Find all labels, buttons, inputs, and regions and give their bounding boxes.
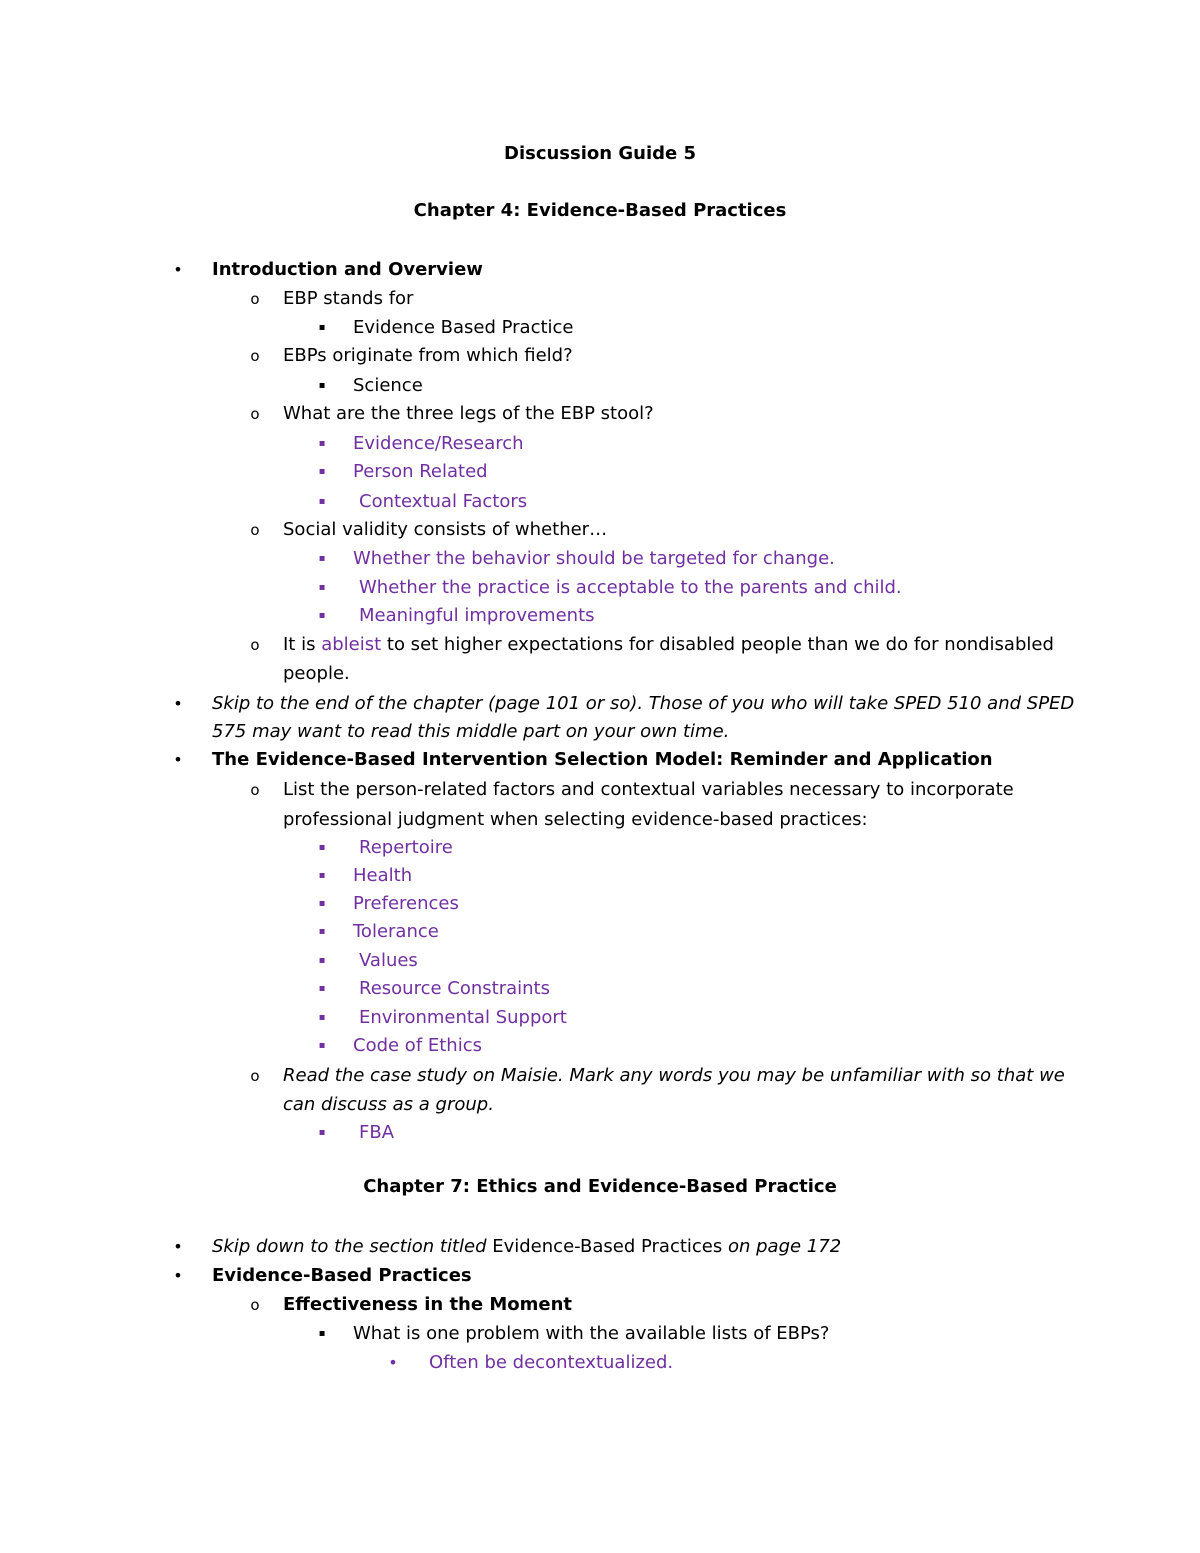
question-continuation: professional judgment when selecting evidence-based practices:	[283, 809, 868, 830]
list-item	[0, 862, 1200, 890]
list-item	[0, 834, 1200, 862]
square-marker: ▪	[318, 955, 326, 966]
list-item	[0, 372, 1200, 400]
circle-marker: o	[250, 636, 260, 654]
question-text: What are the three legs of the EBP stool?	[283, 403, 654, 424]
circle-marker: o	[250, 290, 260, 308]
list-item	[0, 947, 1200, 975]
sentence-continuation: people.	[283, 663, 350, 684]
list-item	[0, 574, 1200, 602]
bullet-marker: •	[388, 1353, 398, 1372]
answer-text: Meaningful improvements	[359, 605, 595, 626]
list-item	[0, 602, 1200, 630]
square-marker: ▪	[318, 466, 326, 477]
list-item-continuation	[0, 1091, 1200, 1119]
square-marker: ▪	[318, 1040, 326, 1051]
skip-note-continuation: 575 may want to read this middle part on your own time.	[212, 721, 730, 742]
list-item	[0, 1233, 1200, 1261]
list-item	[0, 400, 1200, 428]
factor-text: Tolerance	[353, 921, 439, 942]
sentence-end: to set higher expectations for disabled people than we do for nondisabled	[381, 634, 1054, 655]
list-item-continuation	[0, 718, 1200, 746]
answer-text: Contextual Factors	[359, 491, 528, 512]
question-text: EBPs originate from which field?	[283, 345, 573, 366]
list-item	[0, 776, 1200, 804]
answer-text: Whether the practice is acceptable to the parents and child.	[359, 577, 902, 598]
highlighted-word: ableist	[321, 634, 382, 655]
answer-text: Evidence/Research	[353, 433, 524, 454]
factor-text: Repertoire	[359, 837, 453, 858]
list-item	[0, 488, 1200, 516]
square-marker: ▪	[318, 983, 326, 994]
skip-down-start: Skip down to the section titled	[212, 1236, 493, 1257]
bullet-marker: •	[173, 260, 183, 279]
circle-marker: o	[250, 1067, 260, 1085]
bullet-marker: •	[173, 1266, 183, 1285]
list-item	[0, 746, 1200, 774]
list-item	[0, 690, 1200, 718]
circle-marker: o	[250, 1296, 260, 1314]
square-marker: ▪	[318, 1127, 326, 1138]
list-item	[0, 314, 1200, 342]
list-item	[0, 430, 1200, 458]
square-marker: ▪	[318, 610, 326, 621]
bullet-marker: •	[173, 750, 183, 769]
list-item	[0, 285, 1200, 313]
circle-marker: o	[250, 781, 260, 799]
question-text: EBP stands for	[283, 288, 414, 309]
skip-down-end: on page 172	[722, 1236, 842, 1257]
square-marker: ▪	[318, 898, 326, 909]
section-heading-ebp: Evidence-Based Practices	[212, 1265, 472, 1286]
bullet-marker: •	[173, 1237, 183, 1256]
list-item	[0, 631, 1200, 659]
square-marker: ▪	[318, 926, 326, 937]
skip-down-note	[212, 1233, 841, 1261]
factor-text: Health	[353, 865, 413, 886]
list-item	[0, 890, 1200, 918]
answer-text: Science	[353, 375, 423, 396]
factor-text: Code of Ethics	[353, 1035, 482, 1056]
question-text: What is one problem with the available lists of EBPs?	[353, 1323, 830, 1344]
list-item	[0, 1262, 1200, 1290]
list-item	[0, 918, 1200, 946]
list-item	[0, 342, 1200, 370]
list-item	[0, 545, 1200, 573]
square-marker: ▪	[318, 553, 326, 564]
answer-text: FBA	[359, 1122, 395, 1143]
chapter-4-heading: Chapter 4: Evidence-Based Practices	[413, 200, 787, 221]
square-marker: ▪	[318, 1328, 326, 1339]
factor-text: Values	[359, 950, 418, 971]
sentence-start: It is	[283, 634, 322, 655]
list-item	[0, 256, 1200, 284]
circle-marker: o	[250, 347, 260, 365]
case-study-instruction: Read the case study on Maisie. Mark any words you may be unfamiliar with so that we	[283, 1065, 1065, 1086]
document-title: Discussion Guide 5	[504, 143, 696, 164]
skip-note: Skip to the end of the chapter (page 101 or so). Those of you who will take SPED 510 and SPED	[212, 693, 1075, 714]
section-heading-model: The Evidence-Based Intervention Selection Model: Reminder and Application	[212, 749, 993, 770]
ableist-sentence	[283, 631, 1054, 659]
square-marker: ▪	[318, 582, 326, 593]
circle-marker: o	[250, 405, 260, 423]
square-marker: ▪	[318, 842, 326, 853]
answer-text: Whether the behavior should be targeted for change.	[353, 548, 835, 569]
square-marker: ▪	[318, 380, 326, 391]
list-item	[0, 1291, 1200, 1319]
list-item	[0, 458, 1200, 486]
list-item	[0, 1062, 1200, 1090]
list-item	[0, 1032, 1200, 1060]
square-marker: ▪	[318, 322, 326, 333]
subheading-moment: Effectiveness in the Moment	[283, 1294, 572, 1315]
bullet-marker: •	[173, 694, 183, 713]
square-marker: ▪	[318, 496, 326, 507]
square-marker: ▪	[318, 870, 326, 881]
list-item	[0, 1119, 1200, 1147]
factor-text: Preferences	[353, 893, 459, 914]
circle-marker: o	[250, 521, 260, 539]
case-study-continuation: can discuss as a group.	[283, 1094, 494, 1115]
section-reference: Evidence-Based Practices	[492, 1236, 723, 1257]
square-marker: ▪	[318, 1012, 326, 1023]
question-text: List the person-related factors and contextual variables necessary to incorporate	[283, 779, 1014, 800]
square-marker: ▪	[318, 438, 326, 449]
list-item	[0, 1004, 1200, 1032]
list-item	[0, 975, 1200, 1003]
section-heading-intro: Introduction and Overview	[212, 259, 483, 280]
list-item	[0, 1320, 1200, 1348]
list-item	[0, 516, 1200, 544]
chapter-7-heading: Chapter 7: Ethics and Evidence-Based Practice	[363, 1176, 837, 1197]
question-text: Social validity consists of whether…	[283, 519, 608, 540]
answer-text: Person Related	[353, 461, 488, 482]
answer-text: Often be decontextualized.	[429, 1352, 674, 1373]
list-item-continuation	[0, 806, 1200, 834]
factor-text: Environmental Support	[359, 1007, 567, 1028]
list-item	[0, 1349, 1200, 1377]
answer-text: Evidence Based Practice	[353, 317, 574, 338]
list-item-continuation	[0, 660, 1200, 688]
factor-text: Resource Constraints	[359, 978, 550, 999]
